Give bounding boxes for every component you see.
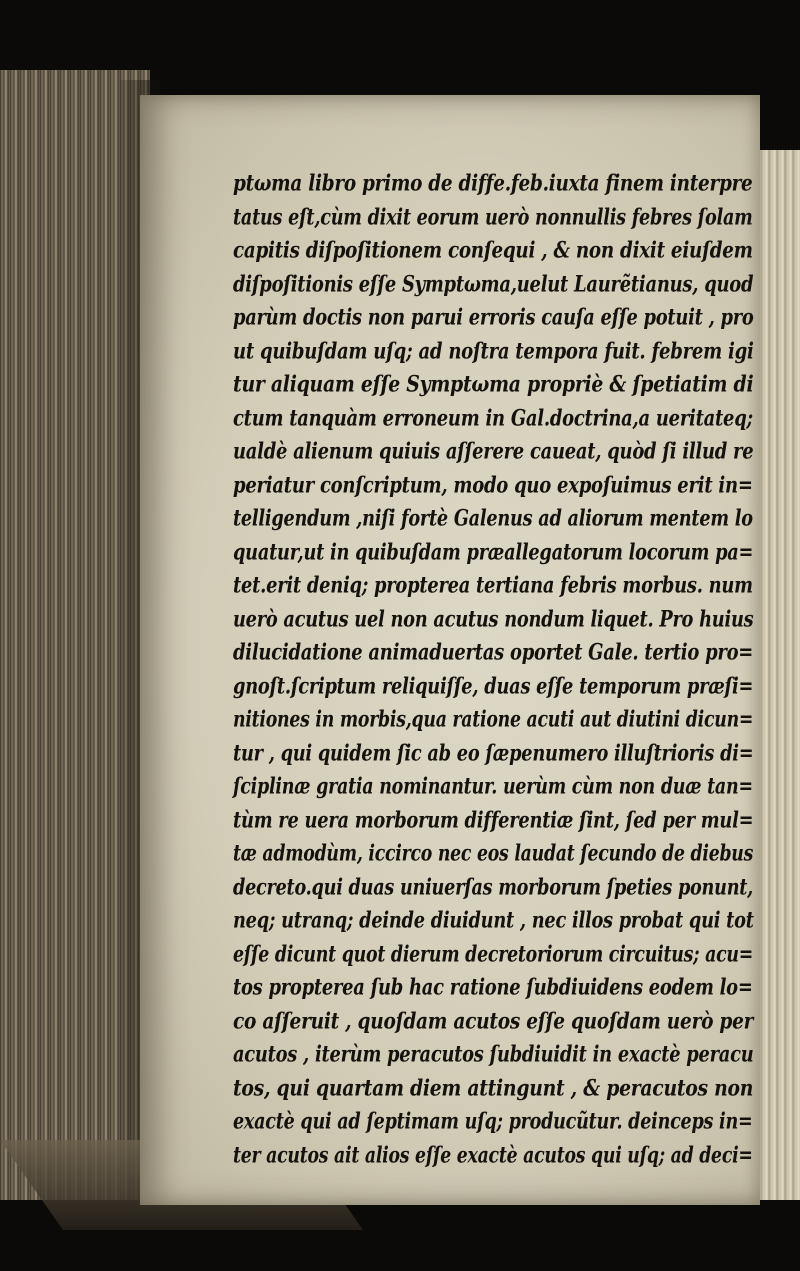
text-line: capitis diſpoſitionem conſequi , & non dixit eiuſdem	[233, 235, 753, 263]
text-line: tùm re uera morborum differentiæ ſint, ſed per mul=	[233, 805, 754, 833]
text-line: ctum tanquàm erroneum in Gal.doctrina,a ueritateq;	[233, 403, 753, 431]
text-line: ut quibuſdam uſq; ad noſtra tempora fuit. febrem igi	[233, 336, 754, 364]
text-line: acutos , iterùm peracutos ſubdiuidit in exactè peracu	[233, 1039, 754, 1067]
text-line: periatur conſcriptum, modo quo expoſuimus erit in=	[233, 470, 753, 498]
text-line: ualdè alienum quiuis aſſerere caueat, quòd ſi illud re	[233, 436, 754, 464]
text-line: eſſe dicunt quot dierum decretoriorum circuitus; acu=	[233, 939, 754, 967]
text-line: ſciplinæ gratia nominantur. uerùm cùm non duæ tan=	[233, 771, 753, 799]
text-line: tur aliquam eſſe Symptωma propriè & ſpetiatim di	[233, 369, 754, 397]
text-line: ptωma libro primo de diffe.feb.iuxta finem interpre	[233, 168, 753, 196]
text-line: decreto.qui duas uniuerſas morborum ſpeties ponunt,	[233, 872, 754, 900]
text-line: ter acutos ait alios eſſe exactè acutos qui uſq; ad deci=	[233, 1140, 753, 1168]
text-line: diſpoſitionis eſſe Symptωma,uelut Laurẽtianus, quod	[233, 269, 754, 297]
text-line: tatus eſt,cùm dixit eorum uerò nonnullis febres ſolam	[233, 202, 753, 230]
text-line: gnoſt.ſcriptum reliquiſſe, duas eſſe temporum præſi=	[233, 671, 754, 699]
text-line: tæ admodùm, iccirco nec eos laudat ſecundo de diebus	[233, 838, 754, 866]
text-line: dilucidatione animaduertas oportet Gale. tertio pro=	[233, 637, 754, 665]
text-line: tur , qui quidem ſic ab eo ſæpenumero illuſtrioris di=	[233, 738, 754, 766]
text-line: tet.erit deniq; propterea tertiana febris morbus. num	[233, 570, 753, 598]
text-line: tos, qui quartam diem attingunt , & peracutos non	[233, 1073, 754, 1101]
page-text	[233, 166, 753, 1171]
text-line: neq; utranq; deinde diuidunt , nec illos probat qui tot	[233, 905, 754, 933]
text-line: quatur,ut in quibuſdam præallegatorum locorum pa=	[233, 537, 754, 565]
text-line: uerò acutus uel non acutus nondum liquet. Pro huius	[233, 604, 754, 632]
text-line: parùm doctis non parui erroris cauſa eſſe potuit , pro	[233, 302, 754, 330]
text-line: nitiones in morbis,qua ratione acuti aut diutini dicun=	[233, 704, 754, 732]
text-line: co aſſeruit , quoſdam acutos eſſe quoſdam uerò per	[233, 1006, 754, 1034]
text-line: tos propterea ſub hac ratione ſubdiuidens eodem lo=	[233, 972, 753, 1000]
text-line: telligendum ,niſi fortè Galenus ad aliorum mentem lo	[233, 503, 753, 531]
text-line: exactè qui ad ſeptimam uſq; producũtur. deinceps in=	[233, 1106, 753, 1134]
